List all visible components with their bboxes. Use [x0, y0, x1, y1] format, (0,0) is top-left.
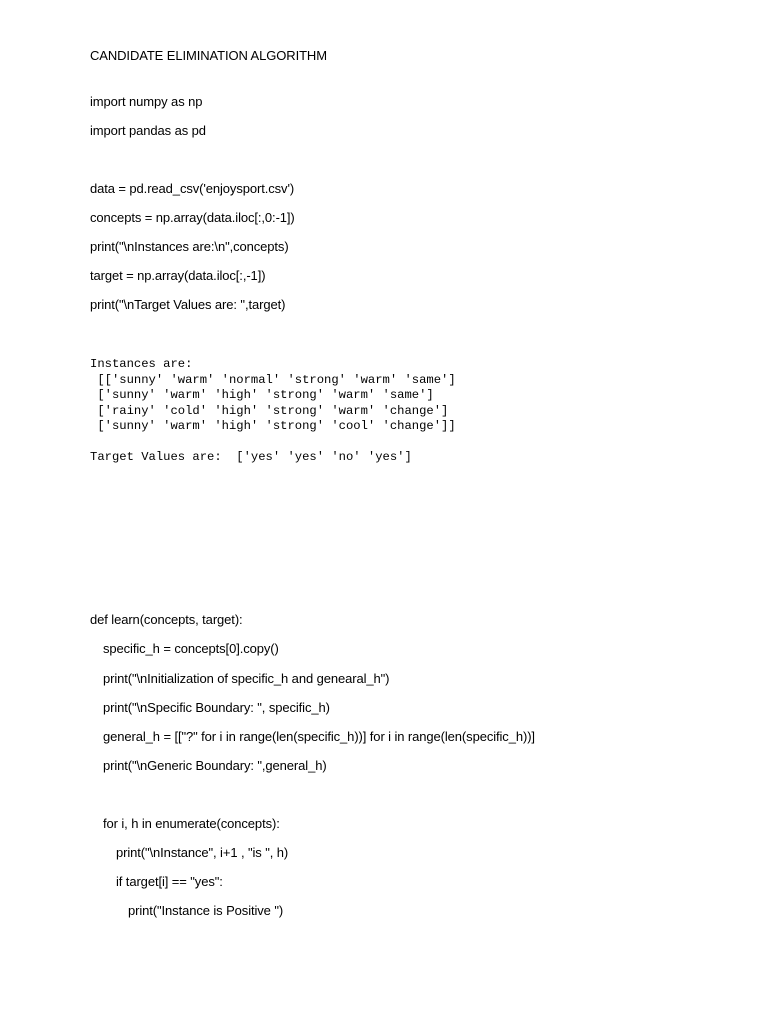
code-line: if target[i] == "yes": — [116, 874, 223, 889]
code-line: specific_h = concepts[0].copy() — [103, 641, 279, 656]
code-line: print("\nGeneric Boundary: ",general_h) — [103, 758, 327, 773]
code-line: def learn(concepts, target): — [90, 612, 243, 627]
code-line: concepts = np.array(data.iloc[:,0:-1]) — [90, 210, 295, 225]
code-line: print("\nInstance", i+1 , "is ", h) — [116, 845, 289, 860]
output-line: ['sunny' 'warm' 'high' 'strong' 'warm' 'same'] — [90, 388, 434, 402]
code-line: print("\nTarget Values are: ",target) — [90, 297, 286, 312]
output-line: Target Values are: ['yes' 'yes' 'no' 'yes'] — [90, 450, 412, 464]
code-line: data = pd.read_csv('enjoysport.csv') — [90, 181, 295, 196]
output-line: ['rainy' 'cold' 'high' 'strong' 'warm' 'change'] — [90, 404, 449, 418]
code-line: general_h = [["?" for i in range(len(specific_h))] for i in range(len(specific_h))] — [103, 729, 535, 744]
code-line: import pandas as pd — [90, 123, 206, 138]
code-line: print("\nInstances are:\n",concepts) — [90, 239, 289, 254]
output-line: Instances are: — [90, 357, 193, 371]
code-line: print("Instance is Positive ") — [128, 903, 284, 918]
code-line: target = np.array(data.iloc[:,-1]) — [90, 268, 266, 283]
code-line: for i, h in enumerate(concepts): — [103, 816, 280, 831]
document-title: CANDIDATE ELIMINATION ALGORITHM — [90, 48, 327, 63]
output-line: [['sunny' 'warm' 'normal' 'strong' 'warm' 'same'] — [90, 373, 456, 387]
code-line: print("\nInitialization of specific_h and genearal_h") — [103, 671, 390, 686]
code-line: print("\nSpecific Boundary: ", specific_h) — [103, 700, 330, 715]
code-line: import numpy as np — [90, 94, 203, 109]
output-line: ['sunny' 'warm' 'high' 'strong' 'cool' 'change']] — [90, 419, 456, 433]
